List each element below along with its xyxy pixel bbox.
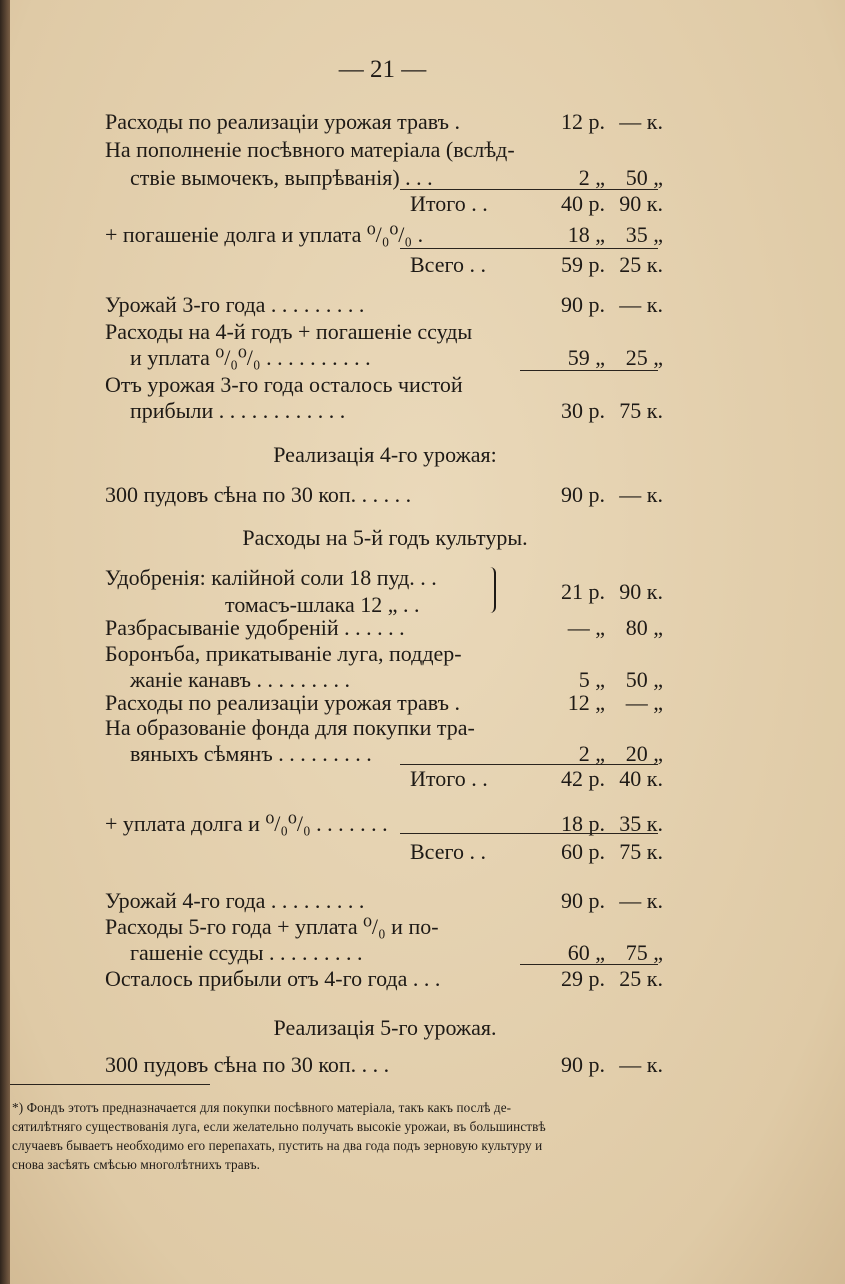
heading-realization-4: Реализація 4-го урожая: — [273, 442, 497, 467]
ledger-label: и уплата ⁰/₀⁰/₀ . . . . . . . . . . — [130, 345, 371, 370]
amount-kopecks: 50 „ — [625, 165, 663, 190]
fertilizer-total-kopecks: 90 к. — [619, 579, 663, 604]
amount-kopecks: 90 к. — [619, 191, 663, 216]
amount-rubles: 30 р. — [561, 398, 605, 423]
amount-rubles: 5 „ — [578, 667, 605, 692]
ledger-label: Отъ урожая 3-го года осталось чистой — [105, 372, 463, 397]
fertilizer-total-row — [0, 577, 845, 607]
amount-kopecks: 75 к. — [619, 398, 663, 423]
ledger-label: Осталось прибыли отъ 4-го года . . . — [105, 966, 441, 991]
amount-kopecks: 35 „ — [625, 222, 663, 247]
ledger-label: ствіе вымочекъ, выпрѣванія) . . . — [130, 165, 433, 190]
amount-rubles: 12 „ — [567, 690, 605, 715]
amount-rubles: 12 р. — [561, 109, 605, 134]
ledger-row — [0, 809, 845, 839]
ledger-label: Всего . . — [410, 839, 486, 864]
ledger-label: Урожай 3-го года . . . . . . . . . — [105, 292, 365, 317]
amount-rubles: 59 р. — [561, 252, 605, 277]
ledger-label: жаніе канавъ . . . . . . . . . — [130, 667, 350, 692]
ledger-label: Итого . . — [410, 766, 488, 791]
amount-kopecks — [603, 135, 663, 165]
amount-kopecks: 40 к. — [619, 766, 663, 791]
amount-rubles: 90 р. — [561, 1052, 605, 1077]
amount-rubles: 18 „ — [567, 222, 605, 247]
amount-rubles: 90 р. — [561, 888, 605, 913]
heading-realization-5: Реализація 5-го урожая. — [273, 1015, 497, 1040]
ledger-label: гашеніе ссуды . . . . . . . . . — [130, 940, 363, 965]
page-number: — 21 — — [338, 56, 427, 83]
ledger-label: прибыли . . . . . . . . . . . . — [130, 398, 346, 423]
amount-kopecks: 25 „ — [625, 345, 663, 370]
ledger-row — [0, 964, 845, 994]
amount-kopecks: 75 к. — [619, 839, 663, 864]
ledger-label: Расходы на 4-й годъ + погашеніе ссуды — [105, 319, 473, 344]
amount-rubles — [515, 135, 605, 165]
amount-rubles: 90 р. — [561, 482, 605, 507]
amount-kopecks: — к. — [619, 482, 663, 507]
amount-rubles: 40 р. — [561, 191, 605, 216]
amount-rubles: 60 р. — [561, 839, 605, 864]
ledger-row — [0, 107, 845, 137]
amount-rubles: 2 „ — [578, 741, 605, 766]
ledger-row — [0, 189, 845, 219]
ledger-label: 300 пудовъ сѣна по 30 коп. . . . . . — [105, 482, 412, 507]
amount-rubles: — „ — [567, 615, 605, 640]
ledger-label: Расходы 5-го года + уплата ⁰/₀ и по- — [105, 914, 439, 939]
amount-kopecks: 35 к. — [619, 811, 663, 836]
footnote-line: *) Фондъ этотъ предназначается для покупки посѣвного матеріала, такъ какъ послѣ де- — [12, 1100, 512, 1115]
amount-rubles: 29 р. — [561, 966, 605, 991]
fertilizer-total-rubles: 21 р. — [561, 579, 605, 604]
ledger-row — [0, 396, 845, 426]
ledger-label: Разбрасываніе удобреній . . . . . . — [105, 615, 405, 640]
ledger-row — [0, 220, 845, 250]
amount-rubles: 18 р. — [561, 811, 605, 836]
ledger-row — [0, 764, 845, 794]
ledger-row — [0, 343, 845, 373]
footnote-line: случаевъ бываетъ необходимо его перепахать, пустить на два года подъ зерновую культуру и — [12, 1138, 543, 1153]
amount-kopecks: 25 к. — [619, 252, 663, 277]
ledger-label: томасъ-шлака 12 „ . . — [225, 592, 420, 617]
ledger-row — [0, 135, 845, 165]
amount-rubles: 42 р. — [561, 766, 605, 791]
ledger-label: Итого . . — [410, 191, 488, 216]
ledger-row — [0, 1050, 845, 1080]
ledger-label: На образованіе фонда для покупки тра- — [105, 715, 475, 740]
ledger-row — [0, 837, 845, 867]
ledger-label: На пополненіе посѣвного матеріала (вслѣд- — [105, 137, 515, 162]
ledger-row — [0, 290, 845, 320]
ledger-label: + уплата долга и ⁰/₀⁰/₀ . . . . . . . — [105, 811, 388, 836]
amount-rubles: 60 „ — [567, 940, 605, 965]
footnote-line: сятилѣтняго существованія луга, если желательно получать высокіе урожаи, въ большинствѣ — [12, 1119, 546, 1134]
amount-kopecks: 50 „ — [625, 667, 663, 692]
ledger-label: + погашеніе долга и уплата ⁰/₀⁰/₀ . — [105, 222, 424, 247]
amount-kopecks: 75 „ — [625, 940, 663, 965]
amount-kopecks: — к. — [619, 292, 663, 317]
amount-rubles: 59 „ — [567, 345, 605, 370]
heading-expenses-5: Расходы на 5-й годъ культуры. — [242, 525, 528, 550]
ledger-label: Всего . . — [410, 252, 486, 277]
amount-kopecks: — к. — [619, 888, 663, 913]
ledger-label: Расходы по реализаціи урожая травъ . — [105, 690, 461, 715]
ledger-label: 300 пудовъ сѣна по 30 коп. . . . — [105, 1052, 390, 1077]
amount-kopecks: 25 к. — [619, 966, 663, 991]
amount-kopecks: 80 „ — [625, 615, 663, 640]
ledger-label: Удобренія: калійной соли 18 пуд. . . — [105, 565, 437, 590]
ledger-row — [0, 480, 845, 510]
ledger-label: Урожай 4-го года . . . . . . . . . — [105, 888, 365, 913]
footnote-line: снова засѣять смѣсью многолѣтнихъ травъ. — [12, 1157, 261, 1172]
amount-kopecks: — к. — [619, 1052, 663, 1077]
amount-rubles: 2 „ — [578, 165, 605, 190]
amount-kopecks: 20 „ — [625, 741, 663, 766]
amount-kopecks: — „ — [625, 690, 663, 715]
ledger-label: Боронъба, прикатываніе луга, поддер- — [105, 641, 462, 666]
footnote-rule — [10, 1084, 210, 1085]
amount-rubles: 90 р. — [561, 292, 605, 317]
ledger-label: Расходы по реализаціи урожая травъ . — [105, 109, 461, 134]
ledger-row — [0, 250, 845, 280]
amount-kopecks: — к. — [619, 109, 663, 134]
ledger-label: вяныхъ сѣмянъ . . . . . . . . . — [130, 741, 372, 766]
